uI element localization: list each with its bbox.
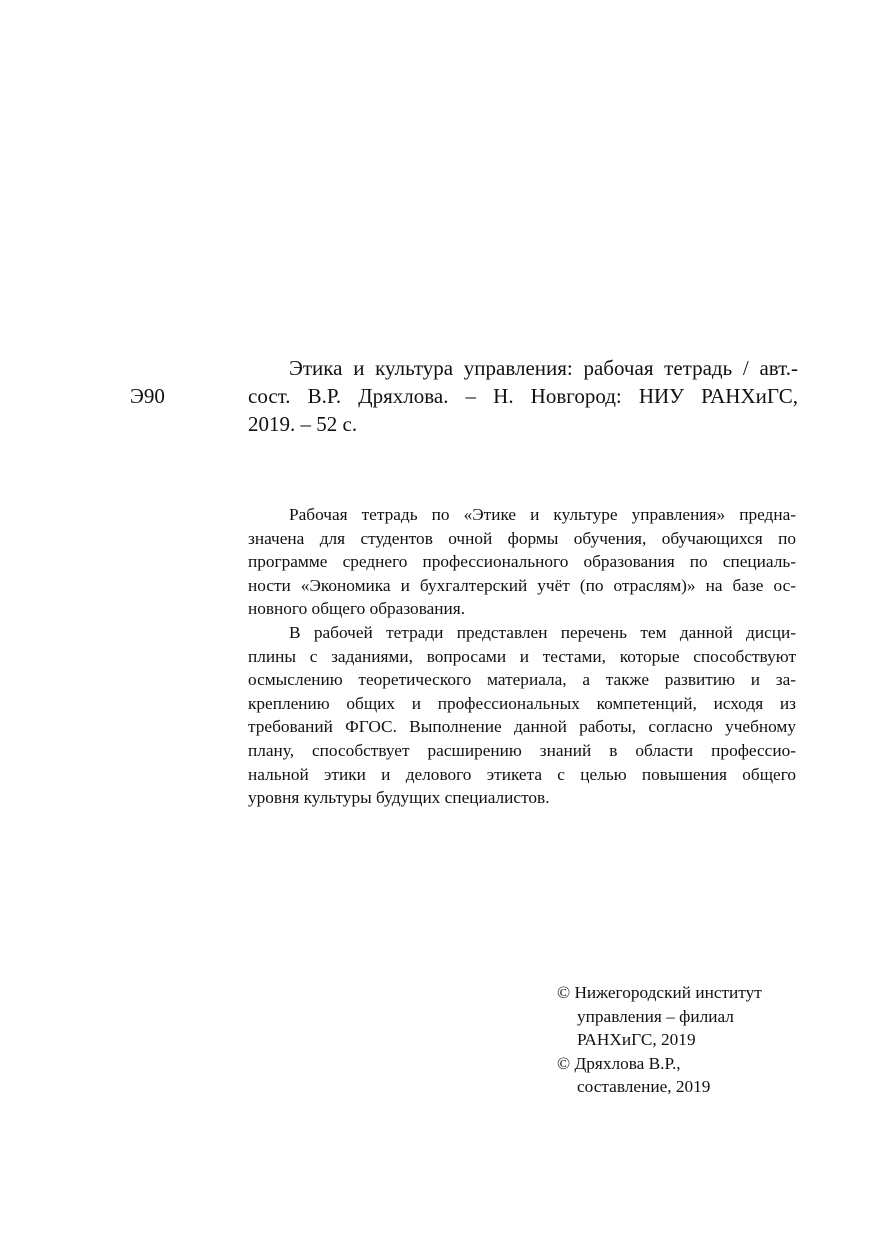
copyright-line: © Дряхлова В.Р., [557, 1053, 681, 1073]
annotation-line: В рабочей тетради представлен перечень тем данной дисци- [289, 622, 796, 642]
copyright-block [557, 981, 817, 1099]
annotation-line: значена для студентов очной формы обучения, обучающихся по [248, 528, 796, 548]
bibliographic-record [248, 354, 798, 438]
biblio-line: сост. В.Р. Дряхлова. – Н. Новгород: НИУ РАНХиГС, [248, 384, 798, 408]
annotation-line: новного общего образования. [248, 599, 466, 619]
biblio-line: 2019. – 52 с. [248, 412, 358, 436]
annotation-line: плины с заданиями, вопросами и тестами, которые способствуют [248, 646, 796, 666]
annotation-line: требований ФГОС. Выполнение данной работы, согласно учебному [248, 717, 796, 737]
annotation-line: ности «Экономика и бухгалтерский учёт (по отраслям)» на базе ос- [248, 575, 796, 595]
biblio-line: Этика и культура управления: рабочая тетрадь / авт.- [289, 356, 798, 380]
annotation-line: плану, способствует расширению знаний в области профессио- [248, 740, 796, 760]
annotation-line: программе среднего профессионального образования по специаль- [248, 552, 796, 572]
copyright-entry-institute [557, 981, 817, 1052]
copyright-line: управления – филиал [577, 1006, 734, 1026]
annotation-line: уровня культуры будущих специалистов. [248, 788, 550, 808]
copyright-line: составление, 2019 [577, 1077, 711, 1097]
annotation-line: Рабочая тетрадь по «Этике и культуре управления» предна- [289, 505, 796, 524]
library-index-code: Э90 [130, 384, 165, 408]
copyright-entry-author [557, 1052, 817, 1099]
annotation [248, 503, 796, 810]
copyright-line: © Нижегородский институт [557, 983, 762, 1002]
annotation-line: осмыслению теоретического материала, а также развитию и за- [248, 670, 796, 690]
annotation-line: нальной этики и делового этикета с целью повышения общего [248, 764, 796, 784]
copyright-line: РАНХиГС, 2019 [577, 1030, 696, 1050]
annotation-paragraph-2 [248, 621, 796, 810]
annotation-line: креплению общих и профессиональных компетенций, исходя из [248, 693, 796, 713]
annotation-paragraph-1 [248, 503, 796, 621]
